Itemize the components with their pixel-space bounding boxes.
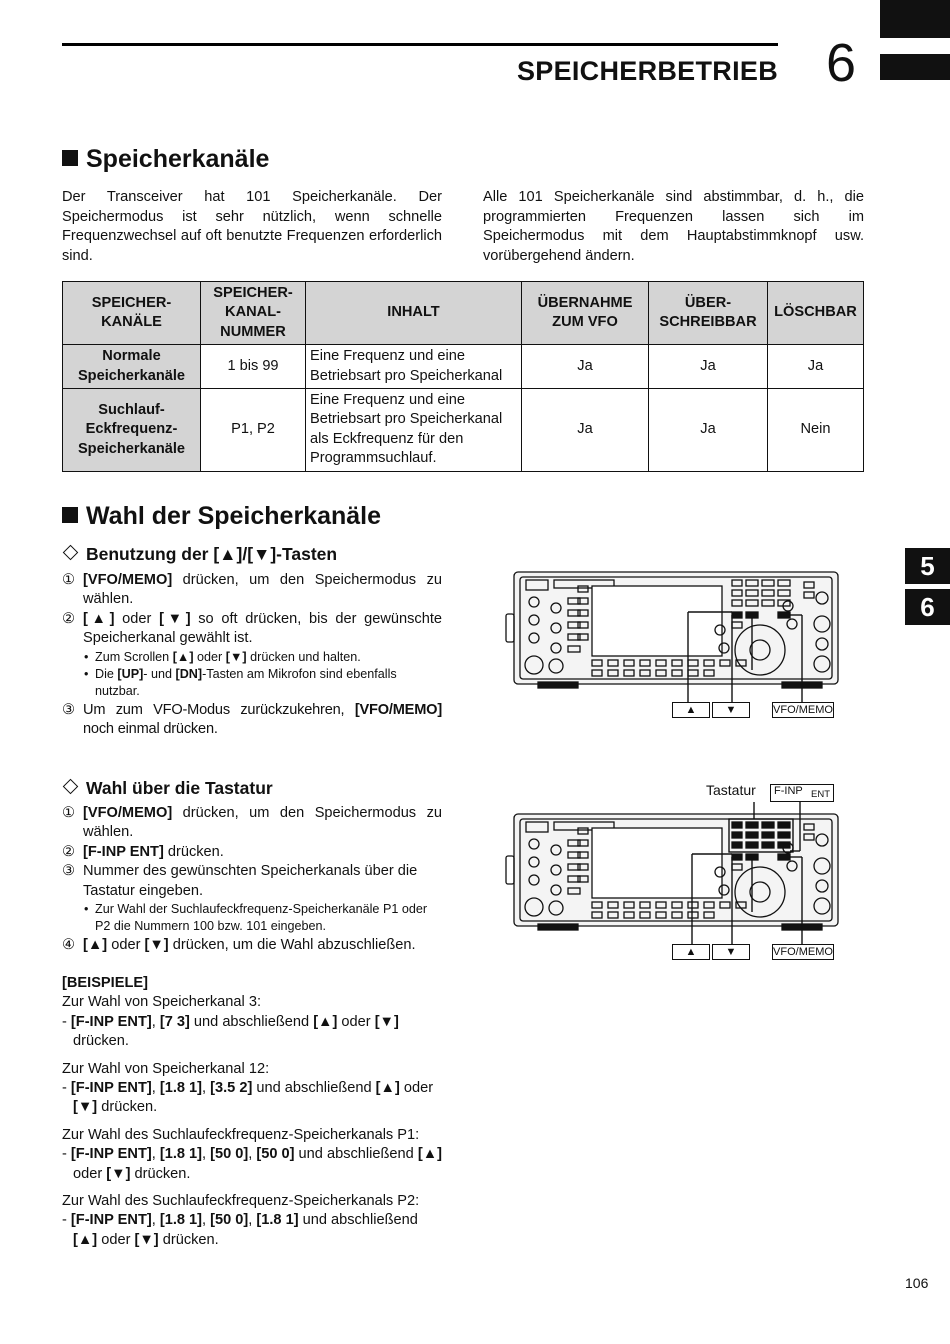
bullet-microphone (83, 666, 442, 701)
step-text: drücken, um den Speichermodus zu wählen. (83, 572, 442, 608)
step-number: ② (62, 843, 76, 860)
transceiver-figure-2 (504, 802, 844, 962)
key-1-8-1: [1.8 1] (159, 1080, 203, 1097)
cell-inhalt: Eine Frequenz und eine Betriebsart pro Speicherkanal (306, 345, 522, 389)
vfo-memo-callout: VFO/MEMO (773, 946, 833, 958)
step-number: ③ (62, 701, 76, 718)
key-f-inp-ent: [F-INP ENT] (70, 1080, 152, 1097)
col-header-loeschbar: LÖSCHBAR (768, 282, 864, 345)
step-text: Nummer des gewünschten Speicherkanals über die Tastatur eingeben. (83, 863, 418, 899)
example-text: drücken. (158, 1231, 219, 1248)
chapter-tab-block-top (880, 0, 950, 38)
example-label: Zur Wahl des Suchlaufeckfrequenz-Speicherkanals P1: (62, 1126, 420, 1143)
section-title-text: Wahl der Speicherkanäle (86, 502, 382, 530)
key-1-8-1: [1.8 1] (159, 1212, 203, 1229)
steps-tasten (62, 571, 442, 740)
bullet-text: Zur Wahl der Suchlaufeckfrequenz-Speicherkanäle P1 oder P2 die Nummern 100 bzw. 101 eingeben. (95, 902, 428, 934)
key-50-0: [50 0] (210, 1212, 249, 1229)
key-up: [▲] (83, 610, 115, 627)
step-text: drücken, um den Speichermodus zu wählen. (83, 805, 442, 841)
subsection-title-text: Benutzung der [▲]/[▼]-Tasten (86, 544, 338, 564)
step-text: noch einmal drücken. (83, 721, 218, 738)
key-dn-mic: [DN] (175, 667, 203, 682)
table-row (63, 389, 864, 472)
key-up-mic: [UP] (117, 667, 144, 682)
key-3-5-2: [3.5 2] (210, 1080, 253, 1097)
bullet-text: - und (143, 667, 176, 682)
step-text: so oft drücken, bis der gewünschte Speicherkanal gewählt ist. (83, 610, 443, 647)
intro-left: Der Transceiver hat 101 Speicherkanäle. Der Speichermodus ist sehr nützlich, wenn schnelle Frequenzwechsel auf oft benutzte Frequenzen erforderlich sind. (62, 189, 442, 264)
step-text: oder (107, 936, 145, 953)
chapter-tab-block-bottom (880, 54, 950, 80)
cell-uebernahme: Ja (522, 345, 649, 389)
col-header-ueberschreibbar: ÜBER-SCHREIBBAR (649, 282, 768, 345)
example-text: und abschließend (189, 1013, 314, 1030)
key-7-3: [7 3] (159, 1013, 190, 1030)
f-inp-label: F-INP (774, 785, 803, 797)
vfo-memo-callout: VFO/MEMO (773, 704, 833, 716)
bullet-dot: • (84, 649, 89, 664)
step-number: ③ (62, 863, 76, 880)
key-down: [▼] (73, 1099, 98, 1116)
up-key-callout: ▲ (672, 702, 710, 718)
col-header-nummer: SPEICHER-KANAL-NUMMER (201, 282, 306, 345)
key-down: [▼] (225, 649, 247, 664)
step-text: Um zum VFO-Modus zurückzukehren, (83, 701, 355, 718)
cell-ueberschreibbar: Ja (649, 345, 768, 389)
step-text: drücken. (163, 843, 224, 860)
key-50-0: [50 0] (210, 1146, 249, 1163)
table-row (63, 345, 864, 389)
subsection-title-tasten (62, 544, 337, 565)
col-header-inhalt: INHALT (306, 282, 522, 345)
square-bullet-icon (62, 150, 78, 166)
step-text: drücken, um die Wahl abzuschließen. (168, 936, 416, 953)
key-up: [▲] (375, 1080, 400, 1097)
step-text: oder (114, 610, 160, 627)
key-up: [▲] (83, 936, 108, 953)
col-header-uebernahme: ÜBERNAHME ZUM VFO (522, 282, 649, 345)
cell-uebernahme: Ja (522, 389, 649, 472)
side-tab-6[interactable]: 6 (905, 589, 950, 625)
key-down: [▼] (106, 1165, 131, 1182)
transceiver-figure-1 (504, 568, 844, 720)
bullet-text: drücken und halten. (246, 649, 361, 664)
square-bullet-icon (62, 507, 78, 523)
cell-kanaele: Suchlauf-Eckfrequenz-Speicherkanäle (63, 389, 201, 472)
diamond-icon (63, 779, 79, 795)
key-1-8-1: [1.8 1] (159, 1146, 203, 1163)
bullet-p1-p2 (83, 901, 442, 936)
key-down: [▼] (374, 1013, 399, 1030)
col-header-kanaele: SPEICHER-KANÄLE (63, 282, 201, 345)
step-number: ④ (62, 936, 76, 953)
ent-label: ENT (811, 789, 830, 800)
step-2 (62, 610, 442, 649)
section-title-speicherkanaele (62, 145, 269, 174)
examples-title: [BEISPIELE] (62, 975, 148, 991)
cell-inhalt: Eine Frequenz und eine Betriebsart pro Speicherkanal als Eckfrequenz für den Programmsuchlauf. (306, 389, 522, 472)
example-text: und abschließend (298, 1212, 418, 1229)
key-up: [▲] (172, 649, 194, 664)
bullet-scroll (83, 649, 442, 666)
key-down: [▼] (144, 936, 169, 953)
example-text: oder (337, 1013, 375, 1030)
key-vfo-memo: [VFO/MEMO] (83, 572, 173, 588)
step-2 (62, 843, 442, 862)
chapter-title: SPEICHERBETRIEB (516, 56, 778, 86)
bullet-text: Zum Scrollen (95, 649, 173, 664)
step-number: ② (62, 610, 76, 627)
example-text: oder (97, 1231, 135, 1248)
bullet-text: -Tasten am Mikrofon sind ebenfalls nutzbar. (95, 667, 397, 699)
step-number: ① (62, 572, 76, 588)
cell-nummer: 1 bis 99 (201, 345, 306, 389)
example-text: drücken. (73, 1033, 129, 1050)
example-text: und abschließend (252, 1080, 376, 1097)
bullet-text: Die (95, 667, 118, 682)
section-title-text: Speicherkanäle (86, 145, 270, 173)
key-vfo-memo: [VFO/MEMO] (354, 701, 442, 718)
example-text: oder (73, 1165, 107, 1182)
f-inp-ent-callout (770, 784, 834, 802)
page-number: 106 (905, 1275, 929, 1291)
step-1 (62, 804, 442, 843)
example-item: - [F-INP ENT], [7 3] und abschließend [▲] oder [▼] drücken. (62, 1013, 399, 1050)
subsection-title-tastatur (62, 778, 273, 799)
examples-block (62, 974, 443, 1250)
example-text: drücken. (130, 1165, 191, 1182)
down-key-callout: ▼ (712, 944, 750, 960)
up-key-callout: ▲ (672, 944, 710, 960)
key-up: [▲] (73, 1231, 98, 1248)
cell-nummer: P1, P2 (201, 389, 306, 472)
key-up: [▲] (313, 1013, 338, 1030)
header-rule (62, 43, 778, 46)
down-key-callout: ▼ (712, 702, 750, 718)
key-down: [▼] (134, 1231, 159, 1248)
subsection-title-text: Wahl über die Tastatur (86, 778, 273, 798)
tastatur-label: Tastatur (706, 782, 756, 798)
step-3 (62, 862, 442, 901)
example-text: und abschließend (294, 1146, 418, 1163)
key-f-inp-ent: [F-INP ENT] (70, 1146, 152, 1163)
bullet-dot: • (84, 902, 89, 917)
intro-right: Alle 101 Speicherkanäle sind abstimmbar, d. h., die programmierten Frequenzen lassen sich im Speichermodus mit dem Hauptabstimmknopf usw. vorübergehend ändern. (483, 189, 864, 264)
key-50-0: [50 0] (256, 1146, 295, 1163)
step-3 (62, 701, 442, 740)
cell-loeschbar: Ja (768, 345, 864, 389)
example-text: drücken. (97, 1099, 158, 1116)
steps-tastatur (62, 804, 442, 955)
table-header-row (63, 282, 864, 345)
key-f-inp-ent: [F-INP ENT] (70, 1212, 152, 1229)
example-item: - [F-INP ENT], [1.8 1], [50 0], [1.8 1] und abschließend [▲] oder [▼] drücken. (62, 1212, 418, 1248)
example-item: - [F-INP ENT], [1.8 1], [3.5 2] und abschließend [▲] oder [▼] drücken. (62, 1080, 434, 1116)
bullet-text: oder (193, 649, 226, 664)
example-label: Zur Wahl von Speicherkanal 12: (62, 1060, 270, 1077)
step-1 (62, 571, 442, 610)
example-label: Zur Wahl von Speicherkanal 3: (62, 994, 262, 1011)
cell-loeschbar: Nein (768, 389, 864, 472)
example-item: - [F-INP ENT], [1.8 1], [50 0], [50 0] und abschließend [▲] oder [▼] drücken. (62, 1146, 442, 1182)
memory-channel-table (62, 281, 864, 472)
cell-kanaele: Normale Speicherkanäle (63, 345, 201, 389)
example-text: oder (399, 1080, 434, 1097)
chapter-number: 6 (826, 33, 857, 93)
diamond-icon (63, 545, 79, 561)
key-f-inp-ent: [F-INP ENT] (70, 1013, 152, 1030)
step-number: ① (62, 805, 76, 821)
cell-ueberschreibbar: Ja (649, 389, 768, 472)
side-tab-5[interactable]: 5 (905, 548, 950, 584)
example-label: Zur Wahl des Suchlaufeckfrequenz-Speicherkanals P2: (62, 1193, 420, 1210)
section-title-wahl (62, 502, 381, 531)
key-down: [▼] (159, 610, 191, 627)
key-up: [▲] (417, 1146, 442, 1163)
key-f-inp-ent: [F-INP ENT] (83, 843, 164, 860)
key-vfo-memo: [VFO/MEMO] (83, 805, 173, 821)
bullet-dot: • (84, 667, 89, 682)
step-4 (62, 936, 442, 955)
key-1-8-1: [1.8 1] (256, 1212, 299, 1229)
